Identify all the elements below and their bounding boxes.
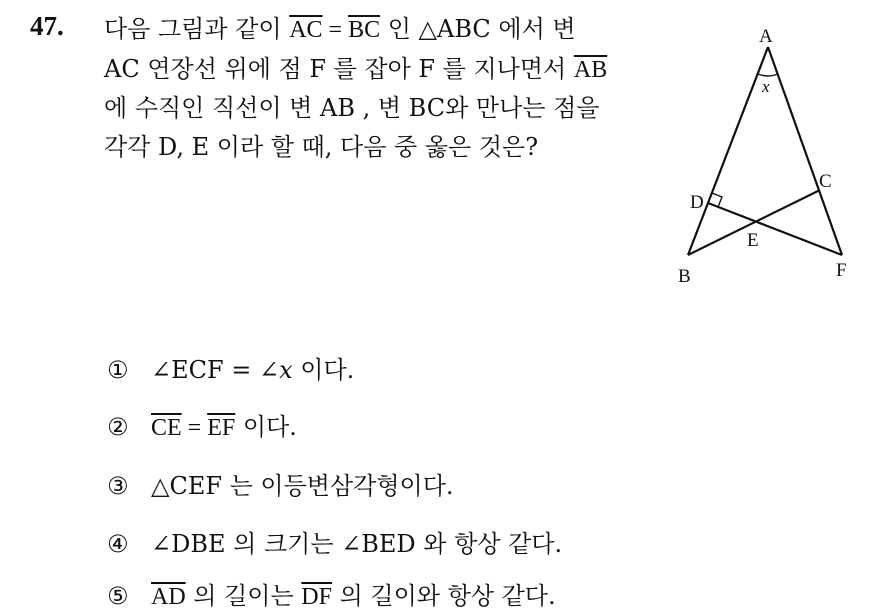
stem-line-4: 각각 D, E 이라 할 때, 다음 중 옳은 것은? <box>104 132 539 161</box>
option-number: ⑤ <box>107 582 129 610</box>
segment-ef: $\overline{EF}$ <box>207 415 236 441</box>
label-b: B <box>678 266 691 287</box>
label-c: C <box>819 171 832 192</box>
side-af <box>768 47 842 255</box>
triangle-figure <box>676 20 866 290</box>
option-3[interactable]: ③ △CEF 는 이등변삼각형이다. <box>107 472 454 500</box>
option-number: ④ <box>107 530 129 558</box>
label-a: A <box>759 26 773 47</box>
stem-line-1: 다음 그림과 같이 $\overline{AC} = \overline{BC}$ 인 △ABC 에서 변 <box>104 15 576 43</box>
option-1[interactable]: ① ∠ECF = ∠x 이다. <box>107 356 355 384</box>
segment-ac: $\overline{AC}$ <box>289 17 323 43</box>
question-stem <box>104 10 659 166</box>
label-d: D <box>690 192 704 213</box>
stem-line-3: 에 수직인 직선이 변 AB , 변 BC와 만나는 점을 <box>104 94 600 122</box>
label-e: E <box>747 230 759 251</box>
option-5[interactable]: ⑤ $\overline{AD}$ 의 길이는 $\overline{DF}$ 의 길이와 항상 같다. <box>107 582 556 610</box>
option-number: ③ <box>107 472 129 500</box>
option-2[interactable]: ② $\overline{CE} = \overline{EF}$ 이다. <box>107 413 297 441</box>
segment-df <box>708 203 842 255</box>
segment-df-text: $\overline{DF}$ <box>301 584 332 610</box>
option-4[interactable]: ④ ∠DBE 의 크기는 ∠BED 와 항상 같다. <box>107 530 563 558</box>
stem-line-2: AC 연장선 위에 점 F 를 잡아 F 를 지나면서 $\overline{AB}$ <box>104 54 608 83</box>
option-number: ② <box>107 413 129 441</box>
option-number: ① <box>107 356 129 384</box>
segment-ab: $\overline{AB}$ <box>573 56 608 83</box>
label-f: F <box>836 260 847 281</box>
side-ab <box>688 47 768 255</box>
segment-bc: $\overline{BC}$ <box>348 17 381 43</box>
angle-x-arc <box>758 74 778 76</box>
label-x: x <box>762 77 770 96</box>
segment-ce: $\overline{CE}$ <box>151 415 182 441</box>
segment-ad: $\overline{AD}$ <box>151 584 186 610</box>
question-number: 47. <box>30 11 64 41</box>
